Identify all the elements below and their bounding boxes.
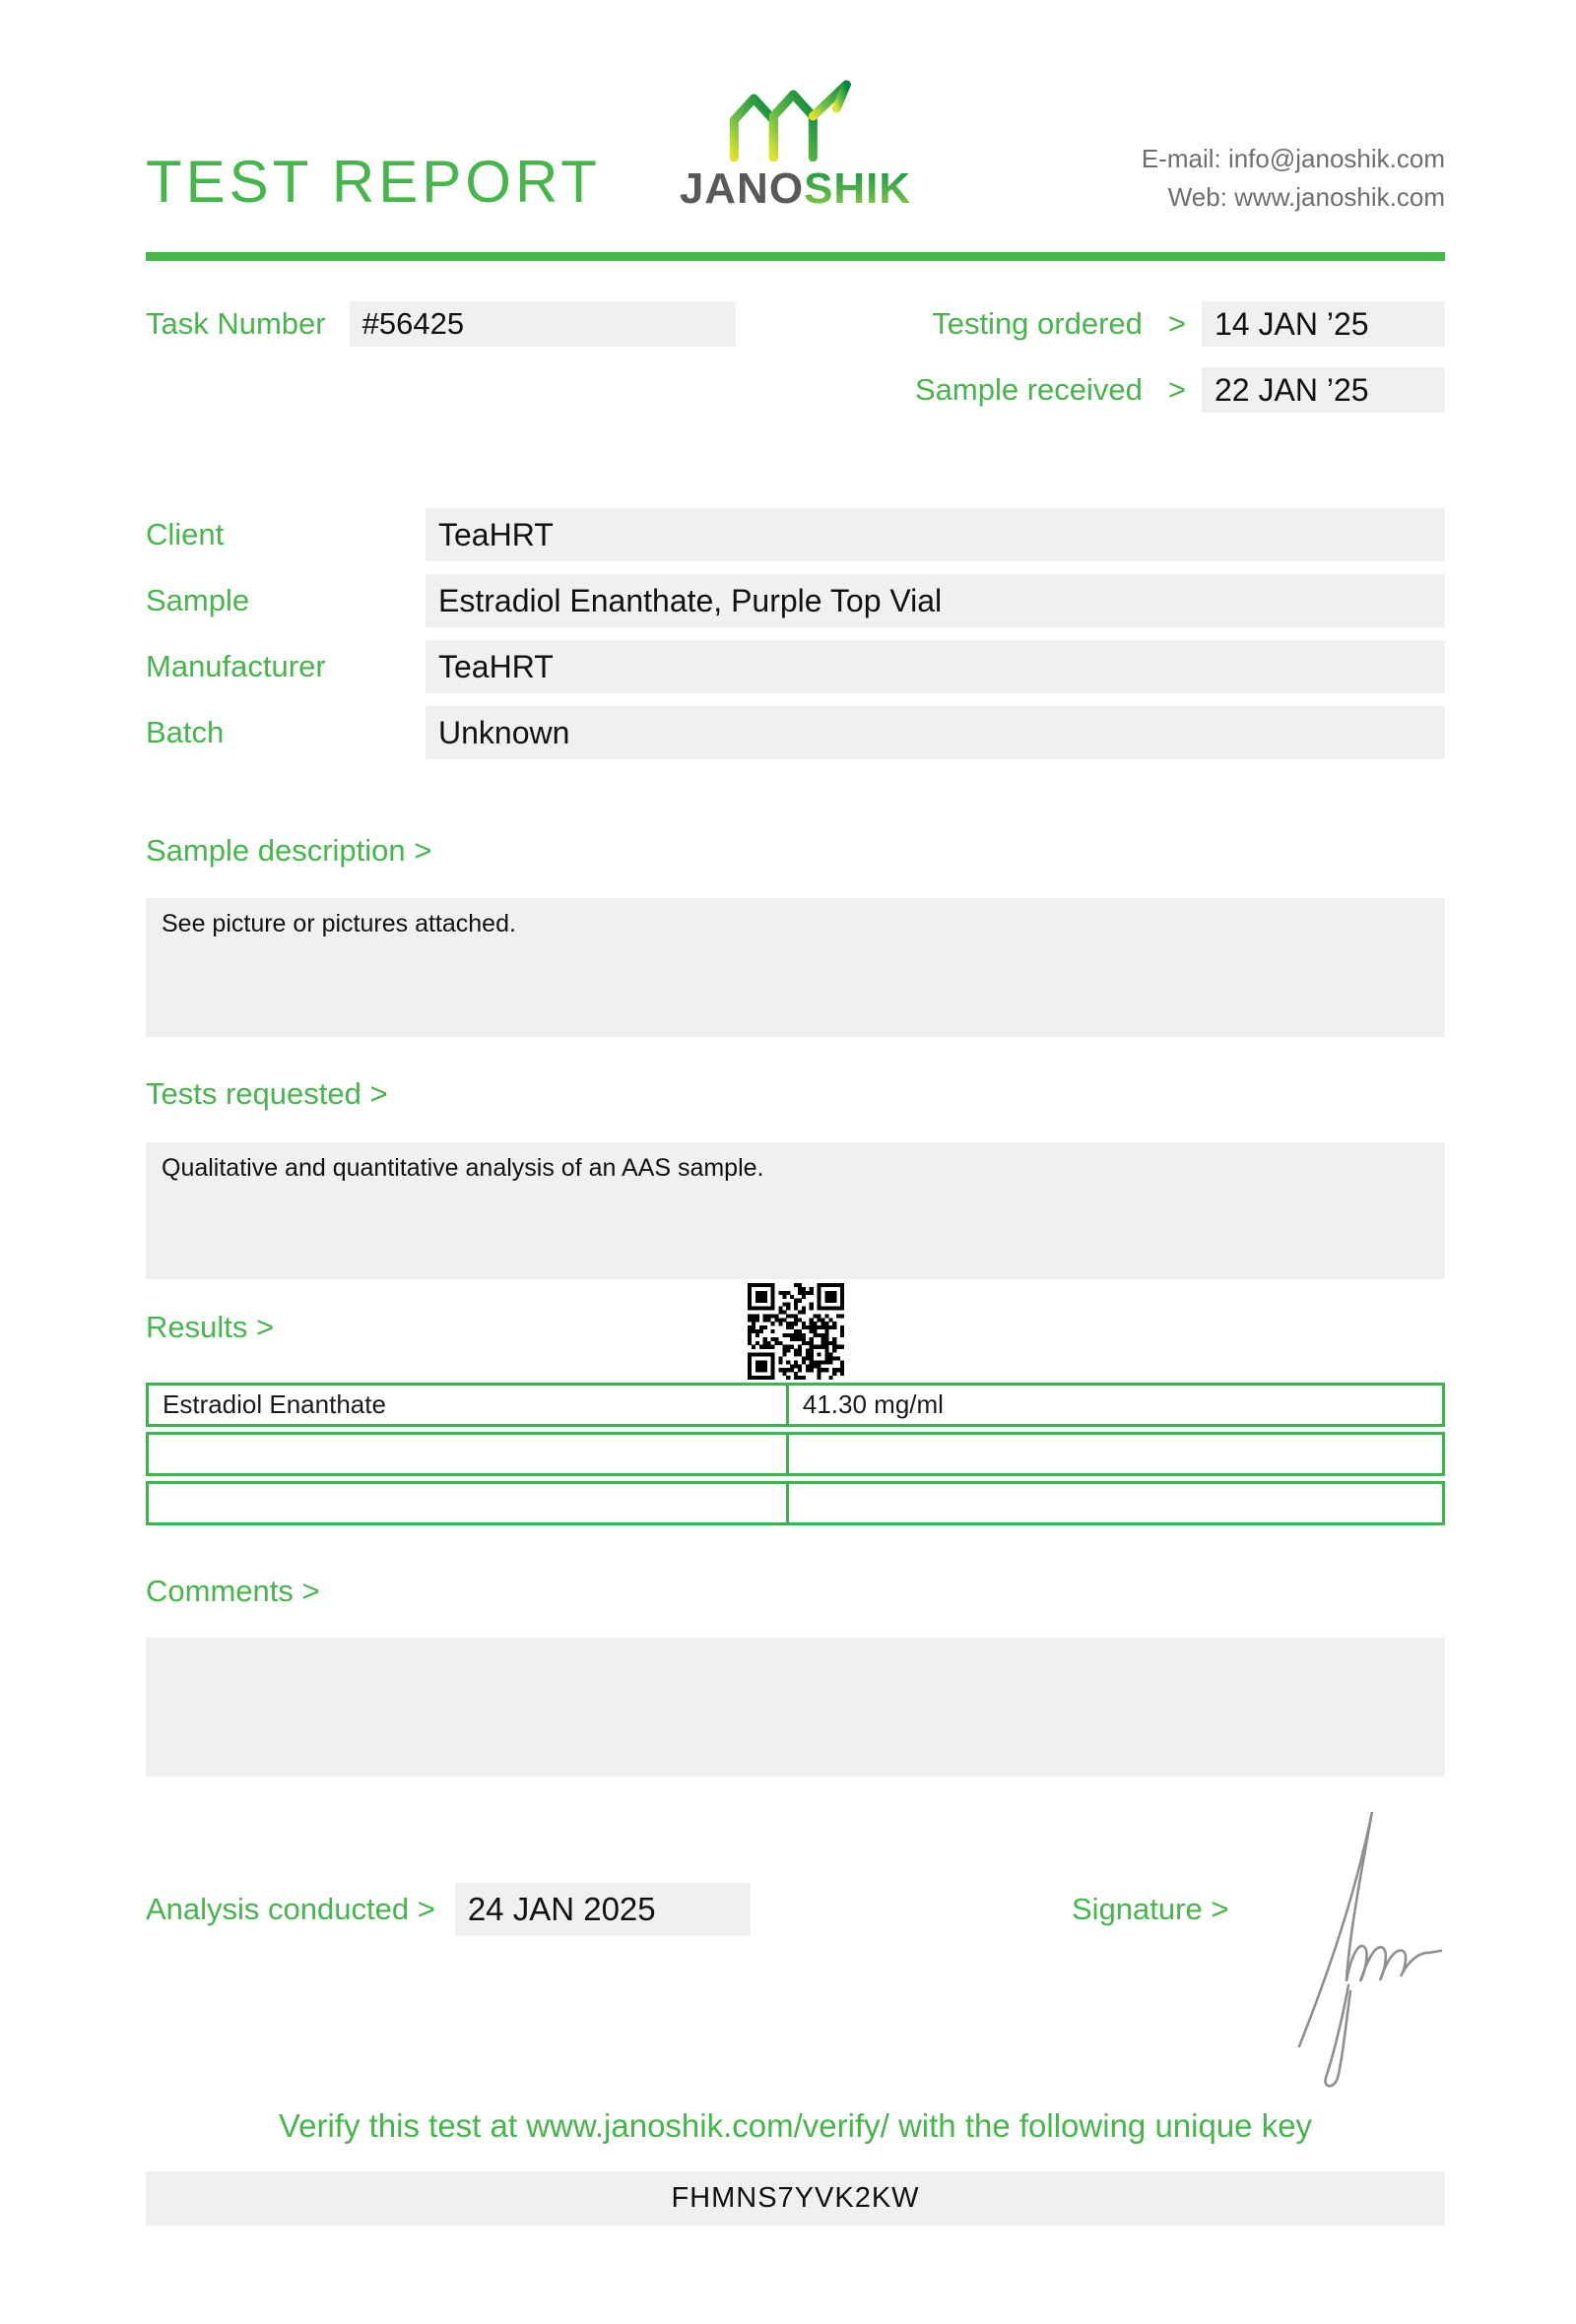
contact-email: E-mail: info@janoshik.com — [1141, 144, 1445, 173]
info-row-batch — [146, 706, 1445, 759]
growth-chart-icon — [721, 79, 871, 161]
contact-info — [1142, 140, 1445, 217]
logo-wordmark — [680, 164, 911, 214]
result-concentration — [789, 1481, 1445, 1525]
signature-image — [1276, 1792, 1443, 2088]
logo-word-jano: JANO — [679, 164, 805, 213]
verify-key: FHMNS7YVK2KW — [146, 2171, 1445, 2226]
analysis-signature-row — [146, 1883, 1445, 1936]
client-value: TeaHRT — [426, 508, 1445, 561]
verify-instructions: Verify this test at www.janoshik.com/verify/ with the following unique key — [278, 2107, 1313, 2144]
header-divider — [146, 252, 1445, 261]
task-number-group — [146, 301, 736, 347]
task-row — [146, 301, 1445, 347]
report-header — [146, 0, 1445, 262]
results-table — [146, 1378, 1445, 1530]
batch-value: Unknown — [426, 706, 1445, 759]
comments-heading: Comments > — [146, 1574, 320, 1608]
tests-requested-heading: Tests requested > — [146, 1076, 388, 1111]
tests-requested-box: Qualitative and quantitative analysis of an AAS sample. — [146, 1142, 1445, 1279]
chevron-right-icon: > — [1167, 306, 1186, 341]
table-row — [146, 1481, 1445, 1525]
info-row-client — [146, 508, 1445, 561]
testing-ordered-value: 14 JAN ’25 — [1202, 301, 1445, 347]
result-concentration: 41.30 mg/ml — [789, 1383, 1445, 1427]
table-row — [146, 1432, 1445, 1476]
batch-label: Batch — [146, 715, 225, 749]
task-number-label: Task Number — [146, 306, 326, 341]
comments-box — [146, 1638, 1445, 1776]
results-section — [146, 1279, 1445, 1530]
sample-value: Estradiol Enanthate, Purple Top Vial — [426, 574, 1445, 627]
testing-ordered-group — [932, 301, 1445, 347]
sample-label: Sample — [146, 583, 250, 617]
chevron-right-icon: > — [1167, 372, 1186, 407]
sample-received-label: Sample received — [914, 372, 1143, 407]
result-substance — [146, 1432, 789, 1476]
manufacturer-label: Manufacturer — [146, 649, 326, 683]
signature-label: Signature > — [1072, 1892, 1229, 1926]
client-label: Client — [146, 517, 225, 551]
testing-ordered-label: Testing ordered — [932, 306, 1143, 341]
info-row-manufacturer — [146, 640, 1445, 693]
manufacturer-value: TeaHRT — [426, 640, 1445, 693]
qr-code — [748, 1283, 844, 1380]
analysis-conducted-value: 24 JAN 2025 — [455, 1883, 751, 1936]
sample-info-list — [146, 508, 1445, 759]
logo-word-shik: SHIK — [804, 164, 912, 213]
page-title: TEST REPORT — [146, 149, 601, 215]
result-concentration — [789, 1432, 1445, 1476]
table-row — [146, 1383, 1445, 1427]
contact-web: Web: www.janoshik.com — [1167, 182, 1445, 212]
result-substance: Estradiol Enanthate — [146, 1383, 789, 1427]
sample-description-box: See picture or pictures attached. — [146, 898, 1445, 1037]
qr-code-svg — [748, 1283, 844, 1380]
results-heading: Results > — [146, 1310, 275, 1344]
sample-received-row — [146, 367, 1445, 413]
janoshik-logo — [680, 79, 911, 214]
task-number-value: #56425 — [350, 301, 736, 347]
sample-received-value: 22 JAN ’25 — [1202, 367, 1445, 413]
info-row-sample — [146, 574, 1445, 627]
sample-description-heading: Sample description > — [146, 833, 432, 868]
result-substance — [146, 1481, 789, 1525]
analysis-conducted-label: Analysis conducted > — [146, 1892, 435, 1926]
